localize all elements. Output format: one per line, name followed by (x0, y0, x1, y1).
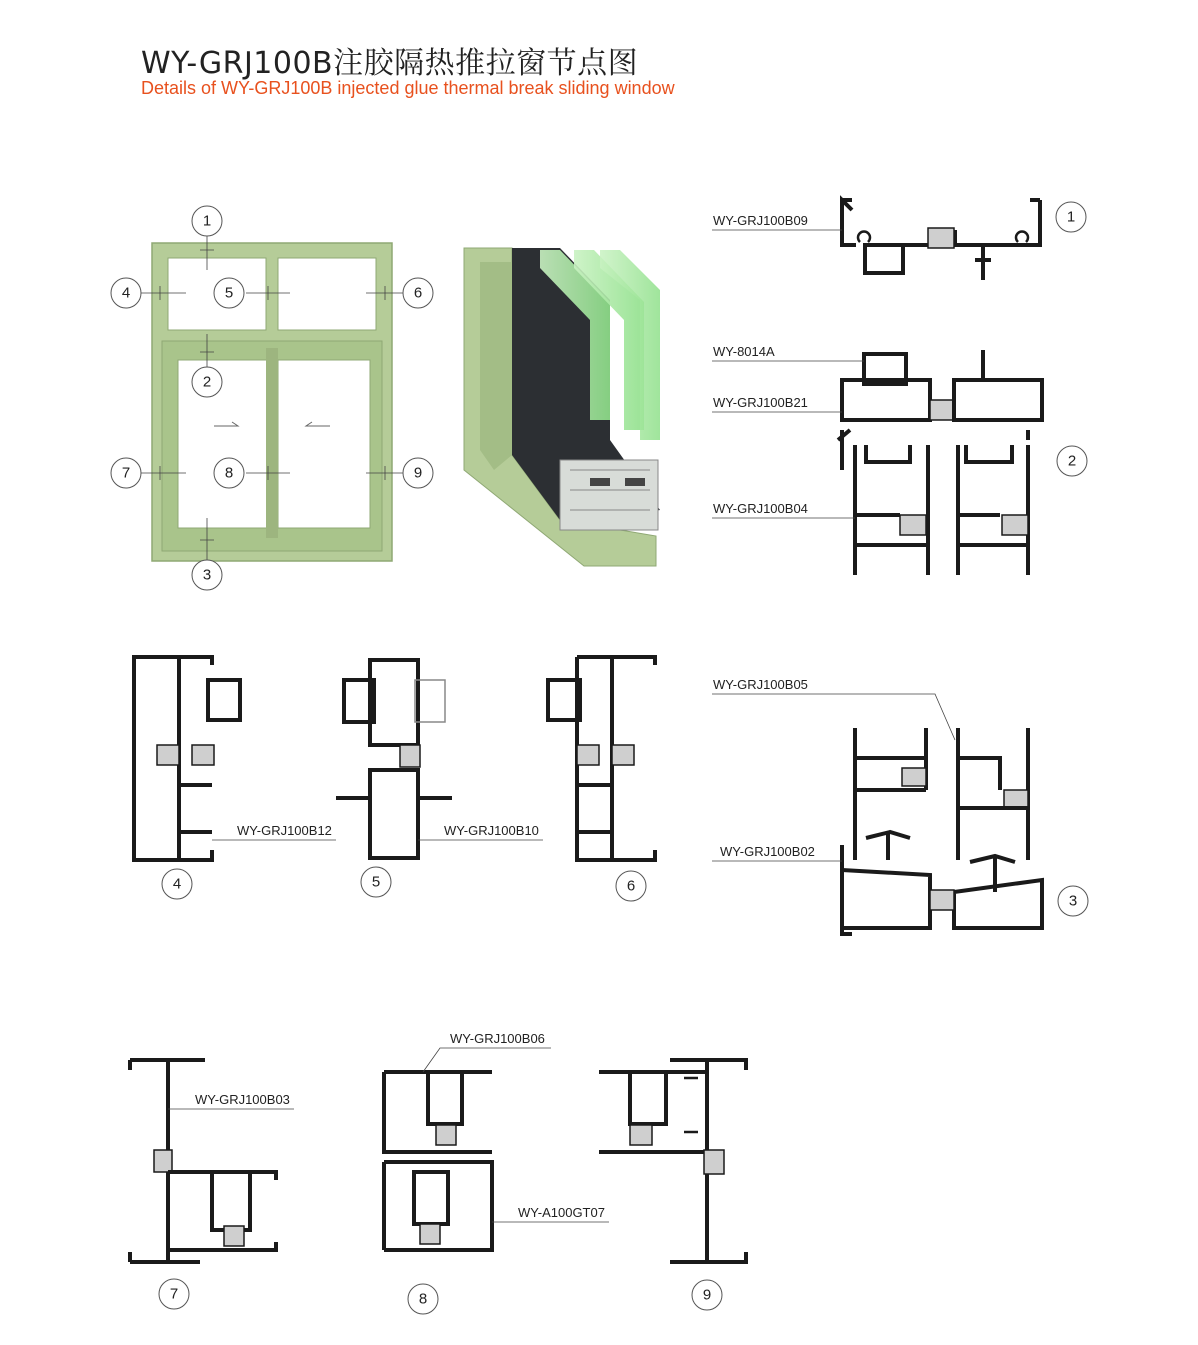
section-6 (548, 657, 655, 901)
svg-text:7: 7 (121, 464, 131, 482)
page-subtitle: Details of WY-GRJ100B injected glue thermal break sliding window (141, 78, 675, 98)
svg-text:9: 9 (413, 464, 423, 482)
label-wy-grj100b10: WY-GRJ100B10 (444, 823, 539, 838)
sash-left-glass (178, 360, 268, 528)
svg-text:1: 1 (202, 212, 212, 230)
svg-text:8: 8 (224, 464, 234, 482)
svg-text:2: 2 (202, 373, 212, 391)
label-wy-grj100b06: WY-GRJ100B06 (450, 1031, 545, 1046)
label-wy-grj100b09: WY-GRJ100B09 (713, 213, 808, 228)
svg-text:6: 6 (413, 284, 423, 302)
svg-text:3: 3 (1068, 892, 1078, 910)
svg-text:5: 5 (224, 284, 234, 302)
svg-text:7: 7 (169, 1285, 179, 1303)
window-elevation (111, 206, 433, 590)
label-wy-a100gt07: WY-A100GT07 (518, 1205, 605, 1220)
label-wy-grj100b04: WY-GRJ100B04 (713, 501, 808, 516)
svg-text:2: 2 (1067, 452, 1077, 470)
section-8 (384, 1031, 609, 1314)
section-2 (712, 344, 1087, 575)
label-wy-grj100b21: WY-GRJ100B21 (713, 395, 808, 410)
label-wy-8014a: WY-8014A (713, 344, 775, 359)
section-4 (134, 655, 336, 899)
svg-text:4: 4 (172, 875, 182, 893)
section-1 (712, 200, 1086, 280)
sash-right-glass (278, 360, 370, 528)
svg-text:3: 3 (202, 566, 212, 584)
section-9 (599, 1060, 746, 1310)
svg-text:6: 6 (626, 877, 636, 895)
section-3 (712, 677, 1088, 934)
svg-text:5: 5 (371, 873, 381, 891)
svg-text:9: 9 (702, 1286, 712, 1304)
svg-text:1: 1 (1066, 208, 1076, 226)
svg-text:8: 8 (418, 1290, 428, 1308)
section-5 (336, 660, 543, 897)
transom-pane-right (278, 258, 376, 330)
profile-3d-render (464, 248, 660, 566)
interlock-mullion (266, 348, 278, 538)
section-7 (130, 1060, 294, 1309)
label-wy-grj100b02: WY-GRJ100B02 (720, 844, 815, 859)
label-wy-grj100b05: WY-GRJ100B05 (713, 677, 808, 692)
page-title: WY-GRJ100B注胶隔热推拉窗节点图 (141, 46, 639, 81)
label-wy-grj100b03: WY-GRJ100B03 (195, 1092, 290, 1107)
svg-text:4: 4 (121, 284, 131, 302)
label-wy-grj100b12: WY-GRJ100B12 (237, 823, 332, 838)
